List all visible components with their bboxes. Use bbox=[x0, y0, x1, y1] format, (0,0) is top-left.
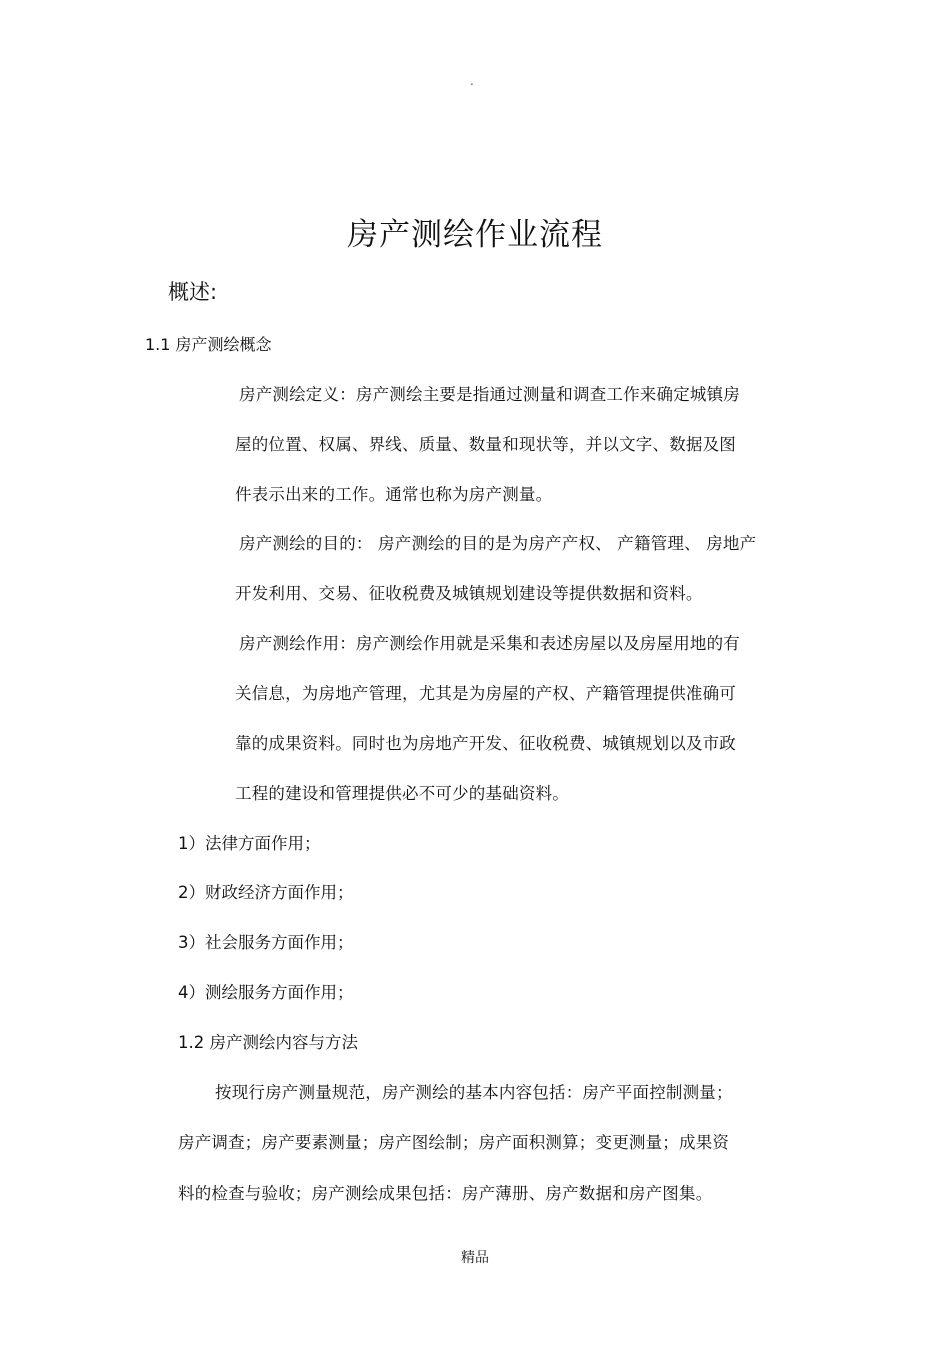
function-line: 房产测绘作用：房产测绘作用就是采集和表述房屋以及房屋用地的有 bbox=[239, 634, 740, 653]
definition-line: 房产测绘定义：房产测绘主要是指通过测量和调查工作来确定城镇房 bbox=[239, 385, 740, 404]
list-item: 3）社会服务方面作用； bbox=[178, 933, 354, 952]
section-1-2-heading: 1.2 房产测绘内容与方法 bbox=[178, 1033, 358, 1052]
purpose-line: 房产测绘的目的： 房产测绘的目的是为房产产权、 产籍管理、 房地产 bbox=[239, 534, 757, 553]
function-line: 靠的成果资料。同时也为房地产开发、征收税费、城镇规划以及市政 bbox=[235, 734, 736, 753]
content-line: 房产调查；房产要素测量；房产图绘制；房产面积测算；变更测量；成果资 bbox=[178, 1133, 730, 1152]
function-line: 工程的建设和管理提供必不可少的基础资料。 bbox=[235, 784, 569, 803]
content-line: 按现行房产测量规范，房产测绘的基本内容包括：房产平面控制测量； bbox=[215, 1083, 733, 1102]
definition-line: 屋的位置、权属、界线、质量、数量和现状等，并以文字、数据及图 bbox=[235, 435, 736, 454]
overview-heading: 概述: bbox=[168, 280, 218, 304]
list-item: 2）财政经济方面作用； bbox=[178, 883, 354, 902]
purpose-line: 开发利用、交易、征收税费及城镇规划建设等提供数据和资料。 bbox=[235, 584, 703, 603]
definition-line: 件表示出来的工作。通常也称为房产测量。 bbox=[235, 485, 553, 504]
list-item: 4）测绘服务方面作用； bbox=[178, 983, 354, 1002]
header-marker: . bbox=[470, 74, 474, 88]
section-1-1-heading: 1.1 房产测绘概念 bbox=[145, 335, 272, 354]
footer-label: 精品 bbox=[461, 1250, 489, 1266]
list-item: 1）法律方面作用； bbox=[178, 834, 321, 853]
document-title: 房产测绘作业流程 bbox=[347, 217, 603, 253]
content-line: 料的检查与验收；房产测绘成果包括：房产薄册、房产数据和房产图集。 bbox=[178, 1184, 713, 1203]
function-line: 关信息，为房地产管理，尤其是为房屋的产权、产籍管理提供准确可 bbox=[235, 684, 736, 703]
